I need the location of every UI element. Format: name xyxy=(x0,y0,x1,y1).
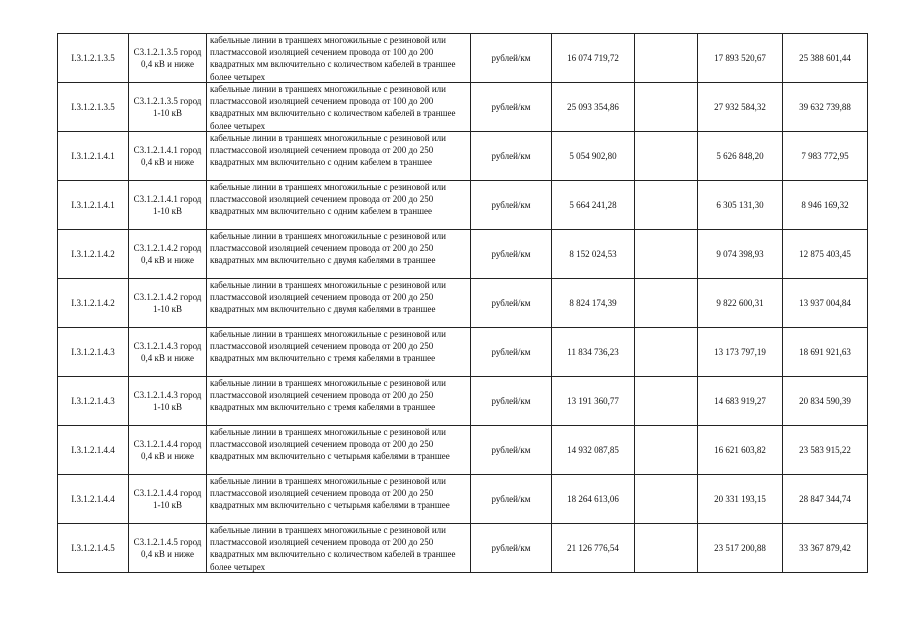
row-empty-cell xyxy=(635,230,698,279)
row-empty-cell xyxy=(635,524,698,573)
row-unit: рублей/км xyxy=(471,426,552,475)
row-unit: рублей/км xyxy=(471,34,552,83)
row-value-1: 21 126 776,54 xyxy=(552,524,635,573)
row-unit: рублей/км xyxy=(471,475,552,524)
row-category: C3.1.2.1.3.5 город 1-10 кВ xyxy=(129,83,207,132)
row-code: I.3.1.2.1.4.3 xyxy=(58,377,129,426)
row-code: I.3.1.2.1.3.5 xyxy=(58,34,129,83)
row-empty-cell xyxy=(635,181,698,230)
row-value-1: 8 152 024,53 xyxy=(552,230,635,279)
row-unit: рублей/км xyxy=(471,230,552,279)
table-row xyxy=(58,279,868,328)
table-row xyxy=(58,524,868,573)
row-code: I.3.1.2.1.4.2 xyxy=(58,279,129,328)
row-category: C3.1.2.1.4.1 город 1-10 кВ xyxy=(129,181,207,230)
row-value-2: 16 621 603,82 xyxy=(698,426,783,475)
row-value-2: 6 305 131,30 xyxy=(698,181,783,230)
description-text: кабельные линии в траншеях многожильные с резиновой или пластмассовой изоляцией сечением провода от 200 до 250 квадратных мм включительно с двумя кабелями в траншее xyxy=(210,280,446,315)
row-unit: рублей/км xyxy=(471,132,552,181)
row-empty-cell xyxy=(635,426,698,475)
description-text: кабельные линии в траншеях многожильные с резиновой или пластмассовой изоляцией сечением провода от 100 до 200 квадратных мм включительно с количеством кабелей в траншее более четырех xyxy=(210,35,456,82)
table-row xyxy=(58,475,868,524)
description-text: кабельные линии в траншеях многожильные с резиновой или пластмассовой изоляцией сечением провода от 200 до 250 квадратных мм включительно с одним кабелем в траншее xyxy=(210,182,446,217)
tariff-table xyxy=(57,33,868,573)
table-body xyxy=(58,34,868,573)
row-value-1: 16 074 719,72 xyxy=(552,34,635,83)
description-text: кабельные линии в траншеях многожильные с резиновой или пластмассовой изоляцией сечением провода от 200 до 250 квадратных мм включительно с тремя кабелями в траншее xyxy=(210,378,446,413)
row-value-2: 23 517 200,88 xyxy=(698,524,783,573)
row-value-3: 13 937 004,84 xyxy=(783,279,868,328)
row-code: I.3.1.2.1.4.3 xyxy=(58,328,129,377)
row-description xyxy=(207,377,471,426)
row-category: C3.1.2.1.4.5 город 0,4 кВ и ниже xyxy=(129,524,207,573)
row-code: I.3.1.2.1.4.4 xyxy=(58,426,129,475)
table-row xyxy=(58,426,868,475)
row-unit: рублей/км xyxy=(471,279,552,328)
row-value-2: 9 074 398,93 xyxy=(698,230,783,279)
row-unit: рублей/км xyxy=(471,377,552,426)
row-description xyxy=(207,279,471,328)
row-value-2: 13 173 797,19 xyxy=(698,328,783,377)
description-text: кабельные линии в траншеях многожильные с резиновой или пластмассовой изоляцией сечением провода от 200 до 250 квадратных мм включительно с тремя кабелями в траншее xyxy=(210,329,446,364)
description-text: кабельные линии в траншеях многожильные с резиновой или пластмассовой изоляцией сечением провода от 200 до 250 квадратных мм включительно с одним кабелем в траншее xyxy=(210,133,446,168)
row-category: C3.1.2.1.4.1 город 0,4 кВ и ниже xyxy=(129,132,207,181)
row-code: I.3.1.2.1.4.2 xyxy=(58,230,129,279)
row-value-1: 11 834 736,23 xyxy=(552,328,635,377)
row-value-1: 8 824 174,39 xyxy=(552,279,635,328)
row-value-3: 28 847 344,74 xyxy=(783,475,868,524)
description-text: кабельные линии в траншеях многожильные с резиновой или пластмассовой изоляцией сечением провода от 100 до 200 квадратных мм включительно с количеством кабелей в траншее более четырех xyxy=(210,84,456,131)
description-text: кабельные линии в траншеях многожильные с резиновой или пластмассовой изоляцией сечением провода от 200 до 250 квадратных мм включительно с четырьмя кабелями в траншее xyxy=(210,427,450,462)
row-value-1: 5 664 241,28 xyxy=(552,181,635,230)
row-value-2: 14 683 919,27 xyxy=(698,377,783,426)
table-row xyxy=(58,230,868,279)
row-empty-cell xyxy=(635,34,698,83)
row-value-3: 7 983 772,95 xyxy=(783,132,868,181)
table-row xyxy=(58,132,868,181)
row-value-3: 39 632 739,88 xyxy=(783,83,868,132)
row-value-3: 12 875 403,45 xyxy=(783,230,868,279)
row-category: C3.1.2.1.4.3 город 1-10 кВ xyxy=(129,377,207,426)
row-empty-cell xyxy=(635,475,698,524)
row-category: C3.1.2.1.4.2 город 0,4 кВ и ниже xyxy=(129,230,207,279)
row-description xyxy=(207,475,471,524)
row-description xyxy=(207,426,471,475)
row-value-2: 9 822 600,31 xyxy=(698,279,783,328)
row-code: I.3.1.2.1.3.5 xyxy=(58,83,129,132)
row-unit: рублей/км xyxy=(471,83,552,132)
row-empty-cell xyxy=(635,83,698,132)
row-category: C3.1.2.1.3.5 город 0,4 кВ и ниже xyxy=(129,34,207,83)
row-value-3: 18 691 921,63 xyxy=(783,328,868,377)
row-code: I.3.1.2.1.4.1 xyxy=(58,132,129,181)
row-empty-cell xyxy=(635,328,698,377)
row-category: C3.1.2.1.4.3 город 0,4 кВ и ниже xyxy=(129,328,207,377)
row-empty-cell xyxy=(635,377,698,426)
row-value-1: 14 932 087,85 xyxy=(552,426,635,475)
row-unit: рублей/км xyxy=(471,181,552,230)
row-description xyxy=(207,83,471,132)
row-value-1: 5 054 902,80 xyxy=(552,132,635,181)
row-description xyxy=(207,181,471,230)
row-value-3: 20 834 590,39 xyxy=(783,377,868,426)
row-category: C3.1.2.1.4.2 город 1-10 кВ xyxy=(129,279,207,328)
row-value-2: 27 932 584,32 xyxy=(698,83,783,132)
row-value-2: 5 626 848,20 xyxy=(698,132,783,181)
row-unit: рублей/км xyxy=(471,328,552,377)
table-row xyxy=(58,328,868,377)
row-description xyxy=(207,230,471,279)
table-row xyxy=(58,181,868,230)
row-value-1: 13 191 360,77 xyxy=(552,377,635,426)
row-code: I.3.1.2.1.4.1 xyxy=(58,181,129,230)
row-description xyxy=(207,132,471,181)
table-row xyxy=(58,83,868,132)
table-row xyxy=(58,34,868,83)
row-value-3: 23 583 915,22 xyxy=(783,426,868,475)
row-value-1: 18 264 613,06 xyxy=(552,475,635,524)
row-description xyxy=(207,34,471,83)
description-text: кабельные линии в траншеях многожильные с резиновой или пластмассовой изоляцией сечением провода от 200 до 250 квадратных мм включительно с четырьмя кабелями в траншее xyxy=(210,476,450,511)
row-value-2: 20 331 193,15 xyxy=(698,475,783,524)
row-description xyxy=(207,524,471,573)
row-value-2: 17 893 520,67 xyxy=(698,34,783,83)
row-category: C3.1.2.1.4.4 город 1-10 кВ xyxy=(129,475,207,524)
description-text: кабельные линии в траншеях многожильные с резиновой или пластмассовой изоляцией сечением провода от 200 до 250 квадратных мм включительно с двумя кабелями в траншее xyxy=(210,231,446,266)
row-unit: рублей/км xyxy=(471,524,552,573)
row-description xyxy=(207,328,471,377)
description-text: кабельные линии в траншеях многожильные с резиновой или пластмассовой изоляцией сечением провода от 200 до 250 квадратных мм включительно с количеством кабелей в траншее более четырех xyxy=(210,525,456,572)
row-value-3: 33 367 879,42 xyxy=(783,524,868,573)
row-value-3: 25 388 601,44 xyxy=(783,34,868,83)
row-code: I.3.1.2.1.4.4 xyxy=(58,475,129,524)
row-value-3: 8 946 169,32 xyxy=(783,181,868,230)
row-empty-cell xyxy=(635,279,698,328)
row-value-1: 25 093 354,86 xyxy=(552,83,635,132)
row-category: C3.1.2.1.4.4 город 0,4 кВ и ниже xyxy=(129,426,207,475)
row-code: I.3.1.2.1.4.5 xyxy=(58,524,129,573)
row-empty-cell xyxy=(635,132,698,181)
table-row xyxy=(58,377,868,426)
